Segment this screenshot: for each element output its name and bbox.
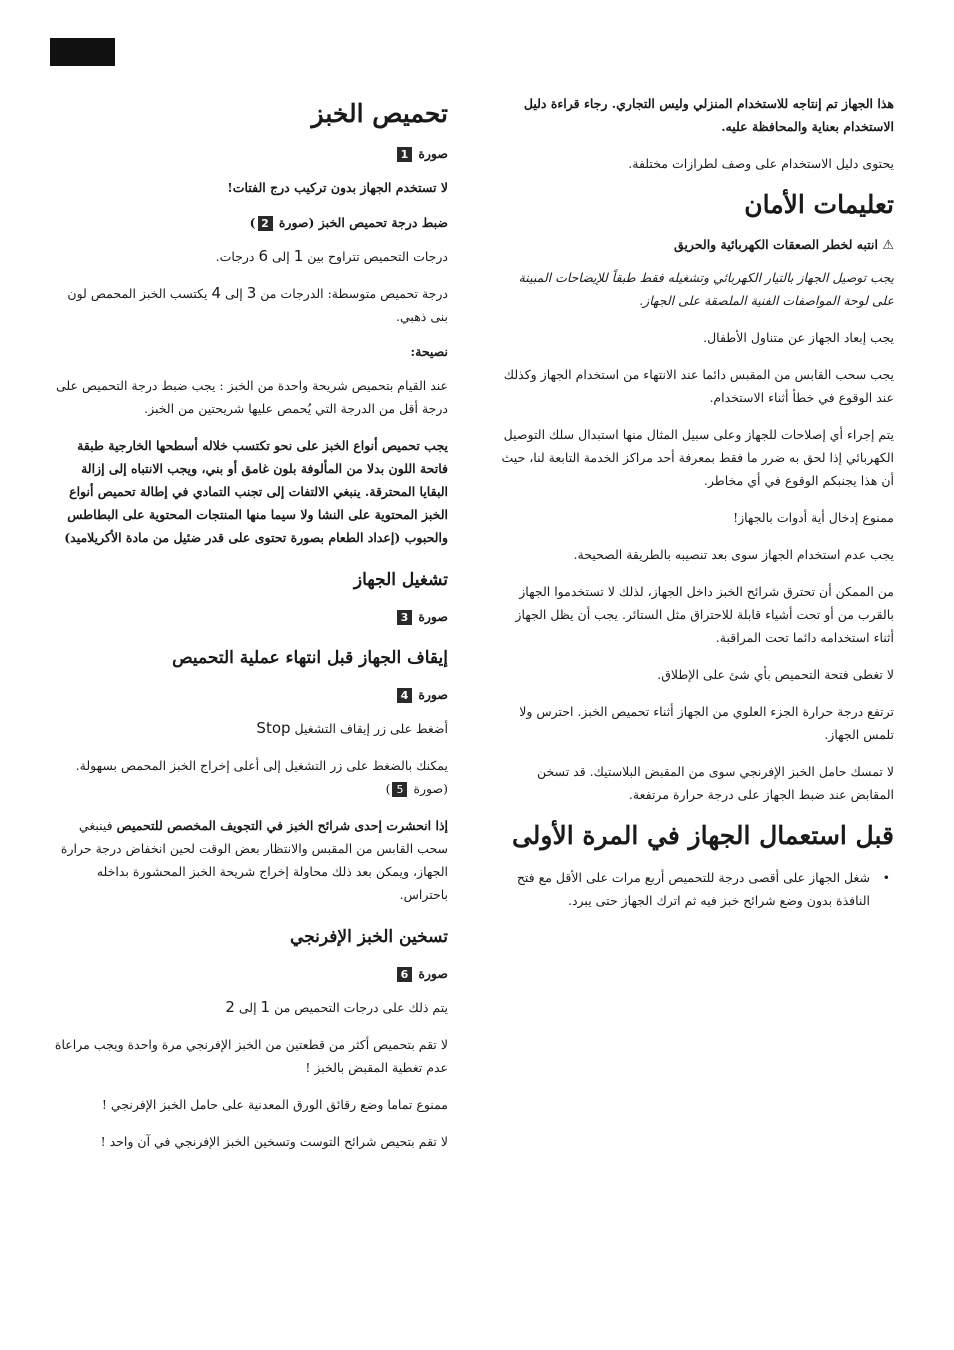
figure-number-badge: 1 xyxy=(397,147,412,162)
stop-instruction: أضغط على زر إيقاف التشغيل Stop xyxy=(256,719,448,737)
stop-heading: إيقاف الجهاز قبل انتهاء عملية التحميص xyxy=(172,648,448,668)
bun-paragraph: لا تقم بتحيص شرائح التوست وتسخين الخبز الإفرنجي في آن واحد ! xyxy=(100,1134,448,1149)
bun-heading: تسخين الخبز الإفرنجي xyxy=(290,927,448,947)
left-column xyxy=(50,92,448,1167)
warning-triangle-icon: ⚠ xyxy=(882,238,894,253)
tip-label: نصيحة: xyxy=(410,344,448,359)
bun-paragraph: لا تقم بتحميص أكثر من قطعتين من الخبز الإفرنجي مرة واحدة ويجب مراعاة عدم تغطية المقبض بالخبز ! xyxy=(54,1037,448,1075)
operate-heading: تشغيل الجهاز xyxy=(353,570,448,590)
warning-title: انتبه لخطر الصعقات الكهربائية والحريق xyxy=(674,237,878,252)
stuck-toast-text: إذا انحشرت إحدى شرائح الخبز في التجويف المخصص للتحميص فينبغي سحب القابس من المقبس والانتظار بعض الوقت لحين انخفاض درجة حرارة الجهاز، ويمكن بعد ذلك محاولة إخراج شريحة الخبز المحشورة بداخله باحتراس. xyxy=(60,818,448,902)
figure-number-badge: 2 xyxy=(258,216,273,231)
safety-paragraph: يتم إجراء أي إصلاحات للجهاز وعلى سبيل المثال منها استبدال سلك التوصيل الكهربائي إذا لحق به ضرر ما فقط بمعرفة أحد مراكز الخدمة التابعة لنا، حيث أن هذا يجنبكم الوقوع في أي مخاطر. xyxy=(501,427,894,488)
stop-key-label: Stop xyxy=(256,719,291,737)
right-column xyxy=(498,92,894,926)
first-use-bullet: • شغل الجهاز على أقصى درجة للتحميص أربع مرات على الأقل مع فتح النافذة بدون وضع شرائح خبز فيه ثم اترك الجهاز حتى يبرد. xyxy=(498,866,894,912)
figure-ref-4: صورة 4 xyxy=(50,685,448,705)
warning-heading xyxy=(498,235,894,256)
intro-text: يحتوى دليل الاستخدام على وصف لطرازات مختلفة. xyxy=(628,156,894,171)
acrylamide-note: يجب تحميص أنواع الخبز على نحو تكتسب خلاله أسطحها الخارجية طبقة فاتحة اللون بدلا من المألوفة بلون غامق أو بني، ويجب الانتباه إلى إزالة البقايا المحترقة. ينبغي الالتفات إلى تجنب التمادي في إطالة تحميص أنواع الخبز المحتوية على النشا ولا سيما منها المنتجات المحتوية على البطاطس والحبوب (إعداد الطعام بصورة تحتوى على قدر ضئيل من مادة الأكريلاميد) xyxy=(64,438,448,545)
intro-bold-text: هذا الجهاز تم إنتاجه للاستخدام المنزلي وليس التجاري. رجاء قراءة دليل الاستخدام بعناية والمحافظة عليه. xyxy=(523,96,894,134)
safety-paragraph: لا تمسك حامل الخبز الإفرنجي سوى من المقبض البلاستيك. قد تسخن المقابض عند ضبط الجهاز على درجة حرارة مرتفعة. xyxy=(536,764,894,802)
lift-text: يمكنك بالضغط على زر التشغيل إلى أعلى إخراج الخبز المحمص بسهولة. (صورة 5) xyxy=(75,758,448,796)
safety-paragraph: من الممكن أن تحترق شرائح الخبز داخل الجهاز، لذلك لا تستخدموا الجهاز بالقرب من أو تحت أشياء قابلة للاحتراق مثل الستائر. يجب أن يظل الجهاز أثناء استخدامه دائما تحت المراقبة. xyxy=(515,584,894,645)
warning-italic-text: يجب توصيل الجهاز بالتيار الكهربائي وتشغيله فقط طبقاً للإيضاحات المبينة على لوحة المواصفات الفنية الملصقة على الجهاز. xyxy=(518,270,894,308)
first-use-heading: قبل استعمال الجهاز في المرة الأولى xyxy=(511,821,894,850)
bun-range-text: يتم ذلك على درجات التحميص من 1 إلى 2 xyxy=(225,998,448,1016)
safety-paragraph: ممنوع إدخال أية أدوات بالجهاز! xyxy=(733,510,894,525)
figure-ref-3: صورة 3 xyxy=(50,607,448,627)
safety-paragraph: يجب سحب القابس من المقبس دائما عند الانتهاء من استخدام الجهاز وكذلك عند الوقوع في خطأ أثناء الاستخدام. xyxy=(503,367,894,405)
toasting-heading: تحميص الخبز xyxy=(311,99,448,128)
safety-paragraph: يجب عدم استخدام الجهاز سوى بعد تنصيبه بالطريقة الصحيحة. xyxy=(573,547,894,562)
bun-paragraph: ممنوع تماما وضع رقائق الورق المعدنية على حامل الخبز الإفرنجي ! xyxy=(101,1097,448,1112)
safety-heading: تعليمات الأمان xyxy=(744,190,894,219)
set-degree-heading: ضبط درجة تحميص الخبز (صورة 2) xyxy=(249,215,448,230)
figure-number-badge: 3 xyxy=(397,610,412,625)
crumb-tray-warning: لا تستخدم الجهاز بدون تركيب درج الفتات! xyxy=(227,180,448,195)
medium-level-text: درجة تحميص متوسطة: الدرجات من 3 إلى 4 يكتسب الخبز المحمص لون بنى ذهبي. xyxy=(67,284,448,324)
figure-number-badge: 6 xyxy=(397,967,412,982)
safety-paragraph: لا تغطى فتحة التحميص بأي شئ على الإطلاق. xyxy=(657,667,894,682)
safety-paragraph: يجب إبعاد الجهاز عن متناول الأطفال. xyxy=(703,330,894,345)
safety-paragraph: ترتفع درجة حرارة الجزء العلوي من الجهاز أثناء تحميص الخبز. احترس ولا تلمس الجهاز. xyxy=(519,704,894,742)
figure-number-badge: 4 xyxy=(397,688,412,703)
tip-text: عند القيام بتحميص شريحة واحدة من الخبز : يجب ضبط درجة التحميص على درجة أقل من الدرجة التي يُحمص عليها شريحتين من الخبز. xyxy=(56,378,448,416)
levels-text: درجات التحميص تتراوح بين 1 إلى 6 درجات. xyxy=(215,247,448,265)
figure-number-badge: 5 xyxy=(392,782,407,797)
figure-ref-6: صورة 6 xyxy=(50,964,448,984)
figure-ref-1: صورة 1 xyxy=(50,144,448,164)
page-tab-marker xyxy=(50,38,115,66)
